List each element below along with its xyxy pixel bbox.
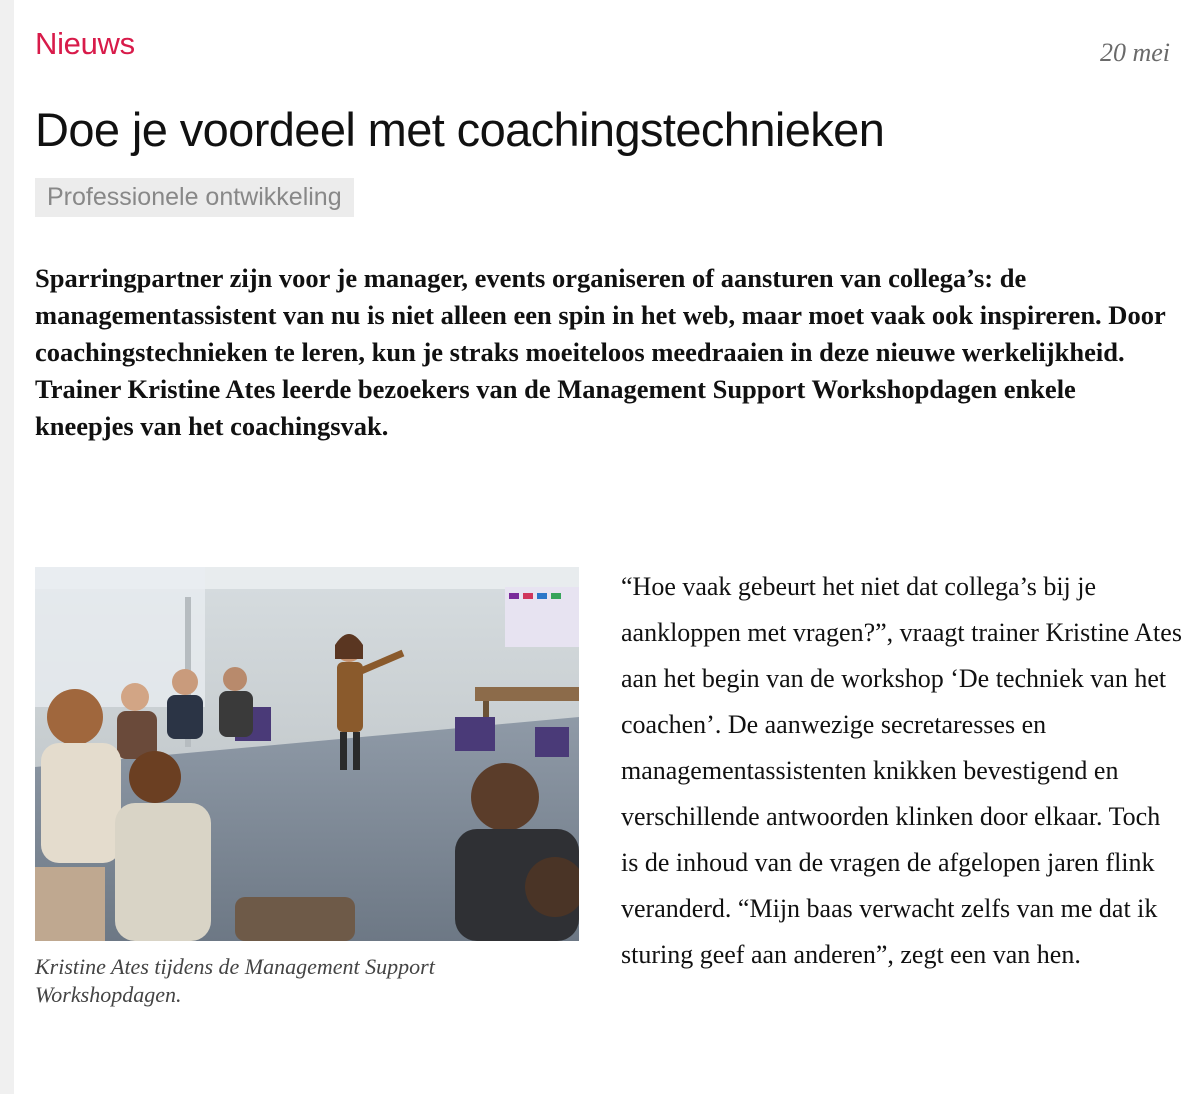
- article-figure: [35, 567, 579, 1009]
- article-body: “Hoe vaak gebeurt het niet dat collega’s bij je aankloppen met vragen?”, vraagt trainer Kristine Ates aan het begin van de workshop ‘De techniek van het coachen’. De aanwezige secretaresses en managementassistenten knikken bevestigend en verschillende antwoorden klinken door elkaar. Toch is de inhoud van de vragen de afgelopen jaren flink veranderd. “Mijn baas verwacht zelfs van me dat ik sturing geef aan anderen”, zegt een van hen.: [621, 572, 1182, 969]
- article-title: Doe je voordeel met coachingstechnieken: [35, 103, 885, 156]
- article-intro: Sparringpartner zijn voor je manager, events organiseren of aansturen van collega’s: de managementassistent van nu is niet alleen een spin in het web, maar moet vaak ook inspireren. Door coachingstechnieken te leren, kun je straks moeiteloos meedraaien in deze nieuwe werkelijkheid. Trainer Kristine Ates leerde bezoekers van de Management Support Workshopdagen enkele kneepjes van het coachingsvak.: [35, 263, 1166, 441]
- image-caption: Kristine Ates tijdens de Management Support Workshopdagen.: [35, 954, 435, 1007]
- category-tag[interactable]: Professionele ontwikkeling: [35, 178, 354, 217]
- section-label[interactable]: Nieuws: [35, 26, 135, 61]
- publish-date: 20 mei: [1099, 38, 1170, 67]
- workshop-photo: [35, 567, 579, 941]
